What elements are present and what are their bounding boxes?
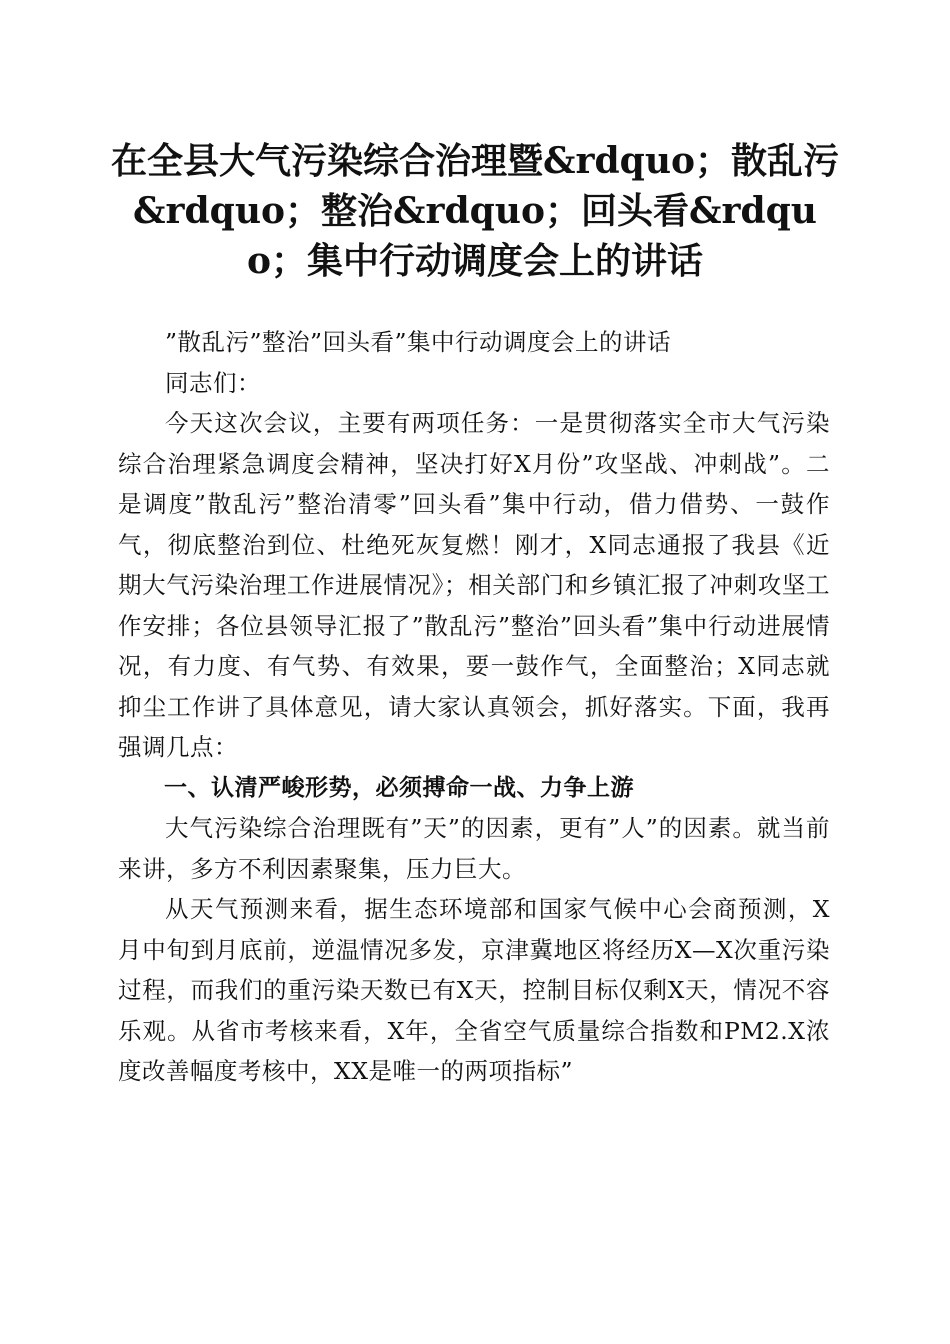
document-body [118,322,830,1092]
section-paragraph: 大气污染综合治理既有”天”的因素，更有”人”的因素。就当前来讲，多方不利因素聚集，压力巨大。 [118,814,830,883]
intro-paragraph: 今天这次会议，主要有两项任务：一是贯彻落实全市大气污染综合治理紧急调度会精神，坚决打好X月份”攻坚战、冲刺战”。二是调度”散乱污”整治清零”回头看”集中行动，借力借势、一鼓作气，彻底整治到位、杜绝死灰复燃！刚才，X同志通报了我县《近期大气污染治理工作进展情况》；相关部门和乡镇汇报了冲刺攻坚工作安排；各位县领导汇报了”散乱污”整治”回头看”集中行动进展情况，有力度、有气势、有效果，要一鼓作气，全面整治；X同志就抑尘工作讲了具体意见，请大家认真领会，抓好落实。下面，我再强调几点： [118,409,830,761]
section-paragraph: 从天气预测来看，据生态环境部和国家气候中心会商预测，X月中旬到月底前，逆温情况多发，京津冀地区将经历X—X次重污染过程，而我们的重污染天数已有X天，控制目标仅剩X天，情况不容乐观。从省市考核来看，X年，全省空气质量综合指数和PM2.X浓度改善幅度考核中，XX是唯一的两项指标” [118,895,830,1085]
subtitle-paragraph: ”散乱污”整治”回头看”集中行动调度会上的讲话 [165,328,672,356]
salutation-paragraph: 同志们： [165,368,261,397]
document-title: 在全县大气污染综合治理暨&rdquo；散乱污&rdquo；整治&rdquo；回头看&rdquo；集中行动调度会上的讲话 [111,140,839,282]
section-heading: 一、认清严峻形势，必须搏命一战、力争上游 [164,774,634,801]
